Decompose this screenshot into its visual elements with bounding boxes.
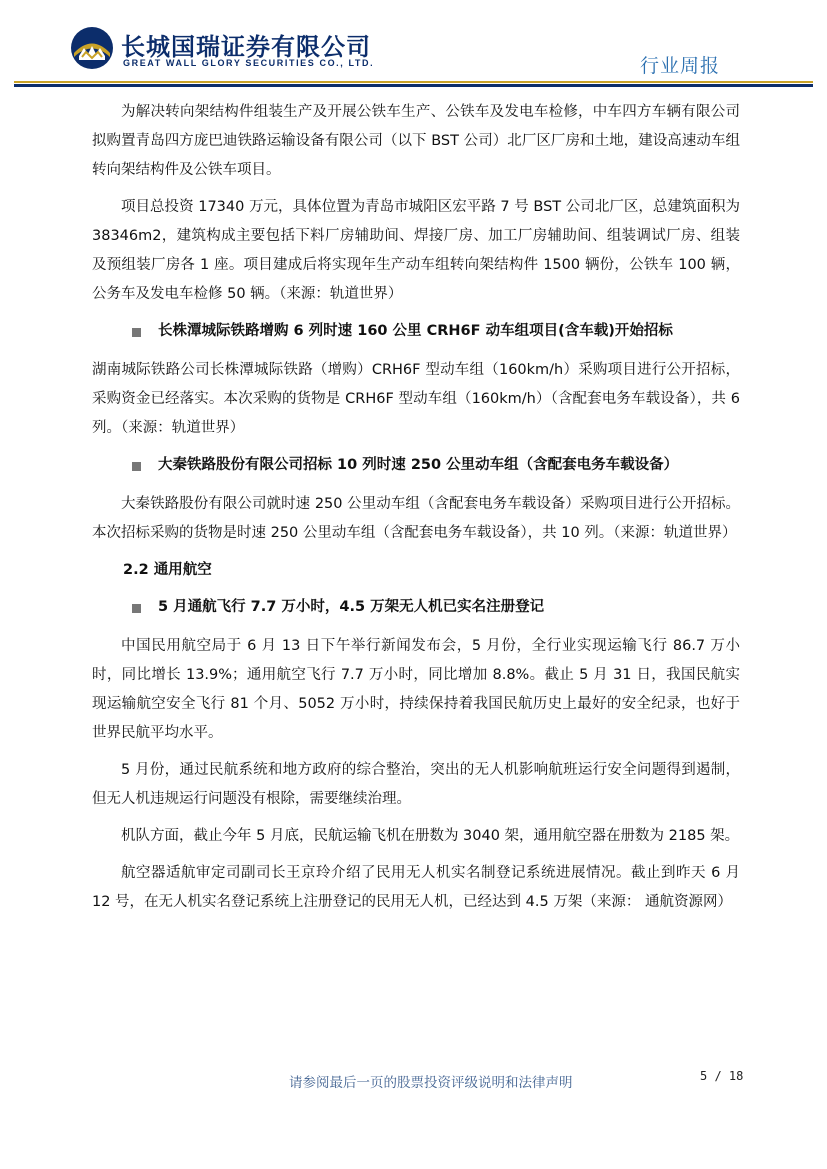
header-divider-navy [14,84,813,87]
section-title-general-aviation: 2.2 通用航空 [123,562,212,578]
report-type-label: 行业周报 [640,55,721,77]
square-bullet-icon [132,462,141,471]
paragraph-bst-acquisition: 为解决转向架结构件组装生产及开展公铁车生产、公铁车及发电车检修，中车四方车辆有限公司拟购置青岛四方庞巴迪铁路运输设备有限公司（以下 BST 公司）北厂区厂房和土地，建设高速动车组转向架结构件及公铁车项目。 [92,104,740,178]
page-number: 5 / 18 [700,1069,744,1083]
news-heading-text: 长株潭城际铁路增购 6 列时速 160 公里 CRH6F 动车组项目(含车载)开始招标 [158,323,673,339]
paragraph-caac-briefing: 中国民用航空局于 6 月 13 日下午举行新闻发布会，5 月份，全行业实现运输飞行 86.7 万小时，同比增长 13.9%；通用航空飞行 7.7 万小时，同比增加 8.8%。截止 5 月 31 日，我国民航实现运输航空安全飞行 81 个月、5052 万小时，持续保持着我国民航历史上最好的安全纪录，也好于世界民航平均水平。 [92,638,740,741]
company-name-en: GREAT WALL GLORY SECURITIES CO., LTD. [123,58,375,68]
company-logo-icon [70,26,114,70]
company-name-cn: 长城国瑞证券有限公司 [121,33,371,61]
paragraph-project-investment: 项目总投资 17340 万元，具体位置为青岛市城阳区宏平路 7 号 BST 公司北厂区，总建筑面积为 38346m2，建筑构成主要包括下料厂房辅助间、焊接厂房、加工厂房辅助间、组装调试厂房、组装及预组装厂房各 1 座。项目建成后将实现年生产动车组转向架结构件 1500 辆份，公铁车 100 辆，公务车及发电车检修 50 辆。（来源：轨道世界） [92,199,740,302]
paragraph-daqin-tender: 大秦铁路股份有限公司就时速 250 公里动车组（含配套电务车载设备）采购项目进行公开招标。本次招标采购的货物是时速 250 公里动车组（含配套电务车载设备），共 10 列。（来源：轨道世界） [92,496,740,541]
paragraph-cztr-tender: 湖南城际铁路公司长株潭城际铁路（增购）CRH6F 型动车组（160km/h）采购项目进行公开招标，采购资金已经落实。本次采购的货物是 CRH6F 型动车组（160km/h）（含配套电务车载设备），共 6 列。（来源：轨道世界） [92,362,740,436]
news-heading-daqin-emu [92,451,740,480]
square-bullet-icon [132,604,141,613]
paragraph-drone-regulation: 5 月份，通过民航系统和地方政府的综合整治，突出的无人机影响航班运行安全问题得到遏制，但无人机违规运行问题没有根除，需要继续治理。 [92,762,740,807]
report-body [92,98,740,925]
header-divider-gold [14,81,813,83]
page-header [0,0,827,90]
news-heading-text: 大秦铁路股份有限公司招标 10 列时速 250 公里动车组（含配套电务车载设备） [158,457,679,473]
paragraph-drone-registration: 航空器适航审定司副司长王京玲介绍了民用无人机实名制登记系统进展情况。截止到昨天 6 月 12 号，在无人机实名登记系统上注册登记的民用无人机，已经达到 4.5 万架（来源： 通航资源网） [92,865,740,910]
news-heading-text: 5 月通航飞行 7.7 万小时，4.5 万架无人机已实名注册登记 [158,599,545,615]
paragraph-fleet-count: 机队方面，截止今年 5 月底，民航运输飞机在册数为 3040 架，通用航空器在册数为 2185 架。 [121,828,740,844]
news-heading-aviation-may [92,593,740,622]
footer-disclaimer: 请参阅最后一页的股票投资评级说明和法律声明 [289,1075,573,1091]
news-heading-cztr-emu [92,317,740,346]
square-bullet-icon [132,328,141,337]
